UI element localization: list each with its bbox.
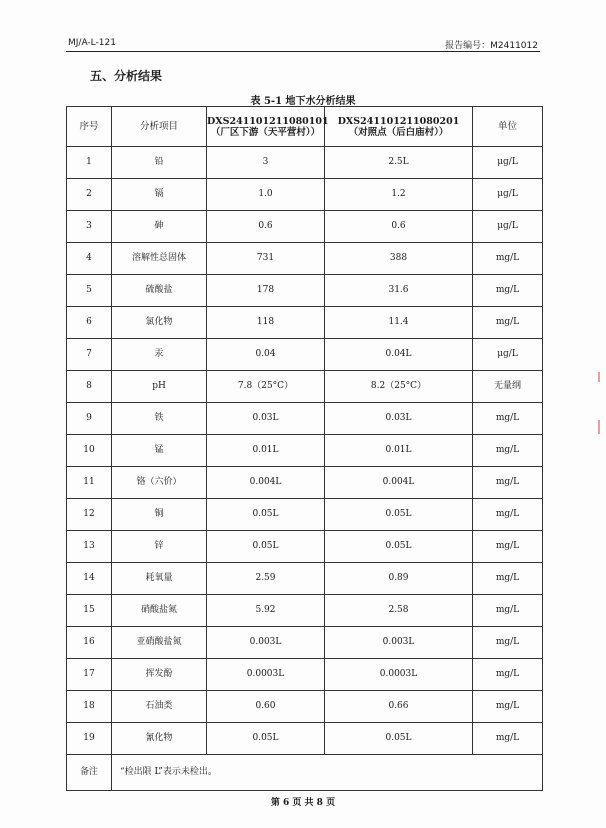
table-row <box>67 179 543 211</box>
cell-unit: mg/L <box>473 275 543 307</box>
table-row <box>67 435 543 467</box>
table-row <box>67 499 543 531</box>
sample-1-location: （厂区下游（天平营村）） <box>210 126 321 138</box>
cell-sample-2: 0.05L <box>325 531 473 563</box>
cell-item: 铬（六价） <box>112 467 207 499</box>
cell-sample-1: 0.05L <box>207 723 325 755</box>
table-row <box>67 147 543 179</box>
cell-unit: mg/L <box>473 243 543 275</box>
cell-index: 9 <box>67 403 112 435</box>
cell-item: 亚硝酸盐氮 <box>112 627 207 659</box>
cell-sample-2: 0.03L <box>325 403 473 435</box>
cell-index: 10 <box>67 435 112 467</box>
sample-2-location: （对照点（后白庙村）） <box>348 126 449 138</box>
sample-1-id: DXS241101211080101 <box>207 115 329 127</box>
header-index: 序号 <box>67 107 112 147</box>
cell-item: 石油类 <box>112 691 207 723</box>
cell-sample-1: 0.0003L <box>207 659 325 691</box>
cell-unit: mg/L <box>473 627 543 659</box>
cell-sample-1: 0.6 <box>207 211 325 243</box>
cell-sample-2: 0.6 <box>325 211 473 243</box>
cell-unit: mg/L <box>473 563 543 595</box>
cell-index: 15 <box>67 595 112 627</box>
cell-sample-2: 0.05L <box>325 723 473 755</box>
cell-index: 1 <box>67 147 112 179</box>
header-sample-2 <box>325 107 473 147</box>
cell-unit: mg/L <box>473 531 543 563</box>
table-row <box>67 211 543 243</box>
cell-index: 12 <box>67 499 112 531</box>
cell-index: 17 <box>67 659 112 691</box>
cell-unit: mg/L <box>473 723 543 755</box>
cell-unit: μg/L <box>473 339 543 371</box>
cell-unit: μg/L <box>473 179 543 211</box>
cell-sample-2: 0.0003L <box>325 659 473 691</box>
cell-sample-1: 731 <box>207 243 325 275</box>
cell-unit: mg/L <box>473 691 543 723</box>
cell-sample-2: 1.2 <box>325 179 473 211</box>
cell-index: 4 <box>67 243 112 275</box>
cell-index: 11 <box>67 467 112 499</box>
table-row <box>67 563 543 595</box>
seal-edge-mark <box>598 372 600 382</box>
cell-unit: mg/L <box>473 435 543 467</box>
cell-sample-1: 118 <box>207 307 325 339</box>
table-row <box>67 531 543 563</box>
cell-index: 3 <box>67 211 112 243</box>
cell-item: 砷 <box>112 211 207 243</box>
cell-sample-1: 0.03L <box>207 403 325 435</box>
cell-sample-2: 0.89 <box>325 563 473 595</box>
table-row <box>67 243 543 275</box>
cell-unit: mg/L <box>473 499 543 531</box>
remark-text: “检出限 L”表示未检出。 <box>112 755 543 791</box>
cell-sample-2: 388 <box>325 243 473 275</box>
header-sample-1 <box>207 107 329 147</box>
cell-item: pH <box>112 371 207 403</box>
table-row <box>67 403 543 435</box>
cell-sample-2: 0.66 <box>325 691 473 723</box>
cell-sample-1: 0.05L <box>207 499 325 531</box>
cell-item: 耗氧量 <box>112 563 207 595</box>
cell-sample-2: 0.01L <box>325 435 473 467</box>
page-number: 第 6 页 共 8 页 <box>270 798 336 808</box>
cell-item: 铜 <box>112 499 207 531</box>
cell-item: 硝酸盐氮 <box>112 595 207 627</box>
cell-sample-1: 0.004L <box>207 467 325 499</box>
table-row <box>67 371 543 403</box>
cell-index: 8 <box>67 371 112 403</box>
cell-unit: mg/L <box>473 467 543 499</box>
groundwater-results-table <box>66 106 543 791</box>
cell-item: 镉 <box>112 179 207 211</box>
cell-sample-2: 2.5L <box>325 147 473 179</box>
table-header-row <box>67 107 543 147</box>
cell-index: 16 <box>67 627 112 659</box>
header-unit: 单位 <box>473 107 543 147</box>
cell-sample-1: 1.0 <box>207 179 325 211</box>
cell-sample-1: 0.04 <box>207 339 325 371</box>
cell-sample-1: 2.59 <box>207 563 325 595</box>
cell-index: 5 <box>67 275 112 307</box>
cell-item: 挥发酚 <box>112 659 207 691</box>
cell-item: 氰化物 <box>112 723 207 755</box>
table-row <box>67 467 543 499</box>
cell-sample-2: 2.58 <box>325 595 473 627</box>
cell-item: 溶解性总固体 <box>112 243 207 275</box>
table-body <box>67 147 543 755</box>
report-number: 报告编号：M2411012 <box>445 41 538 51</box>
table-row <box>67 627 543 659</box>
cell-index: 13 <box>67 531 112 563</box>
header-divider <box>66 51 540 52</box>
cell-sample-1: 5.92 <box>207 595 325 627</box>
seal-edge-mark <box>598 420 600 434</box>
table-row <box>67 595 543 627</box>
cell-item: 硫酸盐 <box>112 275 207 307</box>
cell-sample-1: 7.8（25°C） <box>207 371 325 403</box>
document-code: MJ/A-L-121 <box>68 38 116 48</box>
cell-unit: 无量纲 <box>473 371 543 403</box>
cell-index: 18 <box>67 691 112 723</box>
cell-item: 氯化物 <box>112 307 207 339</box>
table-row <box>67 659 543 691</box>
cell-sample-2: 0.004L <box>325 467 473 499</box>
cell-index: 7 <box>67 339 112 371</box>
table-caption: 表 5-1 地下水分析结果 <box>250 96 356 107</box>
cell-unit: mg/L <box>473 595 543 627</box>
sample-2-id: DXS241101211080201 <box>337 115 460 127</box>
cell-sample-1: 0.003L <box>207 627 325 659</box>
cell-sample-1: 0.01L <box>207 435 325 467</box>
table-row <box>67 275 543 307</box>
cell-item: 锌 <box>112 531 207 563</box>
table-row <box>67 307 543 339</box>
table-row <box>67 691 543 723</box>
cell-item: 铁 <box>112 403 207 435</box>
cell-unit: mg/L <box>473 659 543 691</box>
cell-sample-1: 3 <box>207 147 325 179</box>
remark-row <box>67 755 543 791</box>
cell-unit: mg/L <box>473 307 543 339</box>
cell-unit: μg/L <box>473 211 543 243</box>
remark-label: 备注 <box>67 755 112 791</box>
cell-sample-2: 0.04L <box>325 339 473 371</box>
cell-sample-2: 31.6 <box>325 275 473 307</box>
cell-item: 铅 <box>112 147 207 179</box>
cell-unit: μg/L <box>473 147 543 179</box>
cell-index: 2 <box>67 179 112 211</box>
cell-sample-2: 11.4 <box>325 307 473 339</box>
cell-index: 19 <box>67 723 112 755</box>
cell-unit: mg/L <box>473 403 543 435</box>
cell-index: 6 <box>67 307 112 339</box>
header-item: 分析项目 <box>112 107 207 147</box>
cell-index: 14 <box>67 563 112 595</box>
cell-sample-1: 0.05L <box>207 531 325 563</box>
table-row <box>67 339 543 371</box>
table-row <box>67 723 543 755</box>
cell-sample-2: 8.2（25°C） <box>325 371 473 403</box>
cell-sample-1: 178 <box>207 275 325 307</box>
cell-item: 汞 <box>112 339 207 371</box>
cell-item: 锰 <box>112 435 207 467</box>
cell-sample-1: 0.60 <box>207 691 325 723</box>
section-title: 五、分析结果 <box>90 69 163 83</box>
cell-sample-2: 0.05L <box>325 499 473 531</box>
cell-sample-2: 0.003L <box>325 627 473 659</box>
